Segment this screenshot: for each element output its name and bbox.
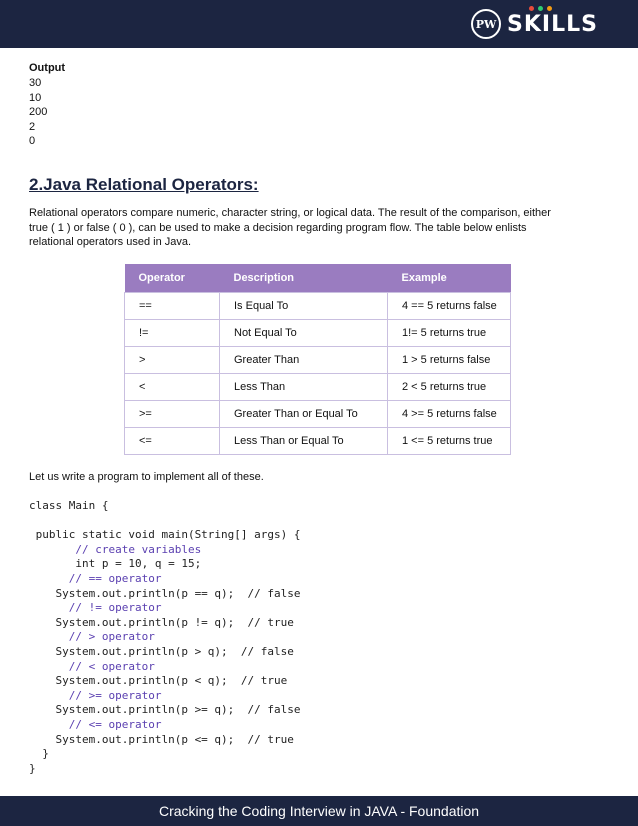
table-row (125, 428, 511, 455)
code-line (29, 514, 301, 529)
code-line: // > operator (68, 630, 155, 644)
code-line: System.out.println(p != q); // true (29, 615, 294, 629)
logo-dot-red (529, 6, 534, 11)
page-footer: Cracking the Coding Interview in JAVA - Foundation (0, 796, 638, 826)
code-line: public static void main(String[] args) { (29, 528, 301, 542)
paragraph-line: relational operators used in Java. (29, 236, 192, 248)
example-cell: 4 >= 5 returns false (388, 401, 511, 428)
code-line: System.out.println(p > q); // false (29, 644, 294, 658)
table-row (125, 401, 511, 428)
table-header-row (125, 264, 511, 293)
code-line: } (29, 747, 49, 761)
code-line: // >= operator (68, 688, 162, 702)
paragraph-line: Relational operators compare numeric, character string, or logical data. The result of the comparison, either (29, 207, 551, 219)
code-line: System.out.println(p < q); // true (29, 674, 288, 688)
operator-cell: != (125, 320, 220, 347)
output-line: 10 (29, 91, 42, 104)
code-line: System.out.println(p <= q); // true (29, 732, 294, 746)
logo-dots (529, 6, 552, 11)
output-values (29, 76, 47, 149)
program-intro-text: Let us write a program to implement all of these. (29, 471, 264, 483)
column-header-operator: Operator (125, 264, 220, 293)
description-cell: Greater Than or Equal To (220, 401, 388, 428)
table-row (125, 374, 511, 401)
table-row (125, 320, 511, 347)
code-line: // create variables (75, 542, 202, 556)
code-line: System.out.println(p >= q); // false (29, 703, 301, 717)
operator-cell: <= (125, 428, 220, 455)
operator-cell: > (125, 347, 220, 374)
logo-dot-green (538, 6, 543, 11)
description-cell: Less Than or Equal To (220, 428, 388, 455)
section-title: 2.Java Relational Operators: (29, 175, 259, 194)
operator-cell: < (125, 374, 220, 401)
column-header-description: Description (220, 264, 388, 293)
code-line: } (29, 761, 36, 775)
example-cell: 2 < 5 returns true (388, 374, 511, 401)
pw-skills-logo (471, 6, 598, 42)
output-heading: Output (29, 62, 66, 74)
description-cell: Less Than (220, 374, 388, 401)
output-line: 2 (29, 120, 36, 133)
table-row (125, 293, 511, 320)
output-line: 200 (29, 106, 48, 119)
intro-paragraph (29, 206, 599, 250)
description-cell: Not Equal To (220, 320, 388, 347)
code-line: // != operator (68, 601, 162, 615)
output-line: 30 (29, 77, 42, 89)
logo-dot-orange (547, 6, 552, 11)
code-line: int p = 10, q = 15; (29, 557, 202, 571)
example-cell: 1 > 5 returns false (388, 347, 511, 374)
code-line: // <= operator (68, 717, 162, 731)
description-cell: Is Equal To (220, 293, 388, 320)
example-cell: 4 == 5 returns false (388, 293, 511, 320)
code-line: System.out.println(p == q); // false (29, 586, 301, 600)
example-cell: 1 <= 5 returns true (388, 428, 511, 455)
page-header (0, 0, 638, 48)
table-row (125, 347, 511, 374)
output-line: 0 (29, 135, 36, 148)
logo-text: SKILLS (507, 11, 598, 37)
operator-cell: >= (125, 401, 220, 428)
code-line: // < operator (68, 659, 155, 673)
operator-cell: == (125, 293, 220, 320)
pw-logo-icon: PW (471, 9, 501, 39)
code-line: class Main { (29, 499, 109, 512)
example-cell: 1!= 5 returns true (388, 320, 511, 347)
description-cell: Greater Than (220, 347, 388, 374)
column-header-example: Example (388, 264, 511, 293)
code-line: // == operator (68, 571, 162, 585)
paragraph-line: true ( 1 ) or false ( 0 ), can be used to make a decision regarding program flow. The table below enlists (29, 221, 527, 234)
relational-operators-table (124, 264, 511, 455)
java-code-block (29, 499, 301, 776)
